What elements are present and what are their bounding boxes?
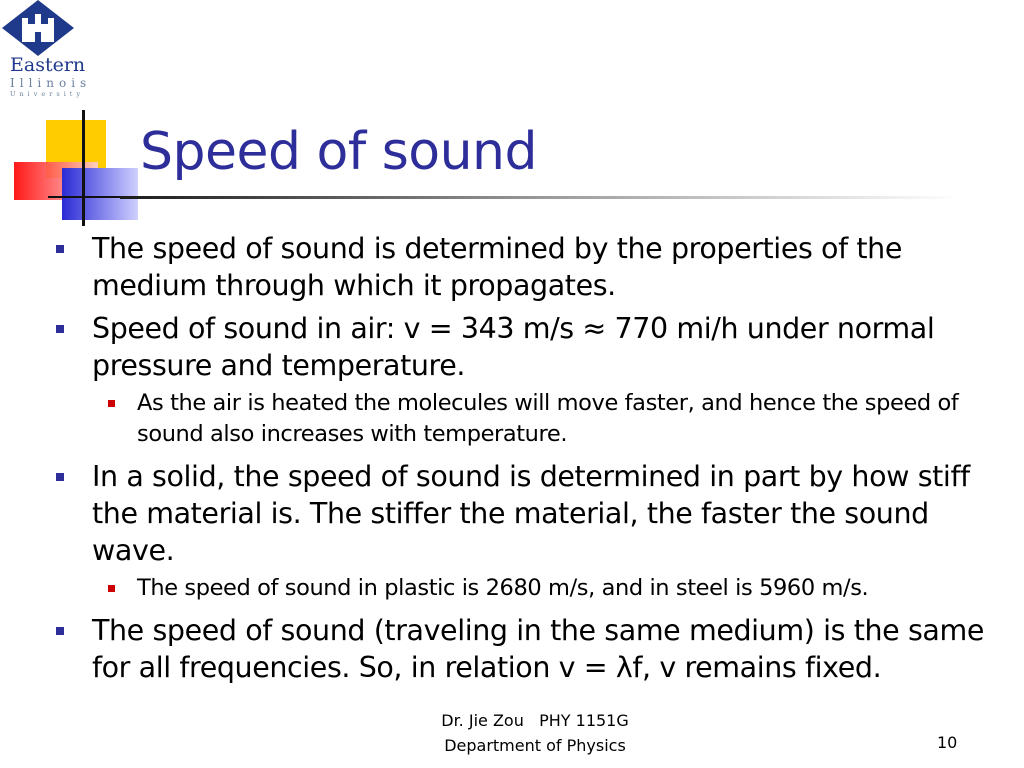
bullet-text: The speed of sound (traveling in the same medium) is the same for all frequencies. So, in relation v = λf, v remains fixed. (92, 614, 984, 684)
sub-bullet-text: The speed of sound in plastic is 2680 m/s, and in steel is 5960 m/s. (137, 575, 869, 601)
square-bullet-icon (56, 473, 64, 481)
bullet-text: The speed of sound is determined by the properties of the medium through which it propagates. (92, 232, 902, 302)
slide-title: Speed of sound (140, 122, 538, 182)
footer-department: Department of Physics (444, 736, 626, 755)
logo-eastern-text: Eastern (10, 54, 86, 76)
logo-illinois-text: Illinois (10, 76, 92, 90)
vertical-line (82, 110, 85, 226)
slide-footer (400, 708, 670, 758)
blue-square (62, 168, 138, 220)
decorative-squares (10, 110, 140, 230)
bullet-text: Speed of sound in air: v = 343 m/s ≈ 770 mi/h under normal pressure and temperature. (92, 312, 935, 382)
sub-bullet-item (50, 388, 1000, 450)
castle-diamond-icon (2, 0, 104, 56)
title-underline (120, 196, 960, 199)
bullet-item (50, 310, 1000, 384)
page-number: 10 (937, 733, 958, 752)
bullet-item (50, 612, 1000, 686)
university-logo (2, 0, 104, 104)
square-bullet-icon (108, 400, 115, 407)
footer-author-course: Dr. Jie Zou PHY 1151G (441, 711, 629, 730)
square-bullet-icon (56, 245, 64, 253)
square-bullet-icon (56, 627, 64, 635)
square-bullet-icon (56, 325, 64, 333)
sub-bullet-item (50, 573, 1000, 604)
sub-bullet-text: As the air is heated the molecules will move faster, and hence the speed of sound also increases with temperature. (137, 390, 959, 447)
square-bullet-icon (108, 585, 115, 592)
bullet-item (50, 230, 1000, 304)
bullet-item (50, 458, 1000, 569)
slide-body (50, 230, 1000, 692)
logo-university-text: University (10, 90, 85, 98)
bullet-text: In a solid, the speed of sound is determined in part by how stiff the material is. The stiffer the material, the faster the sound wave. (92, 460, 970, 567)
